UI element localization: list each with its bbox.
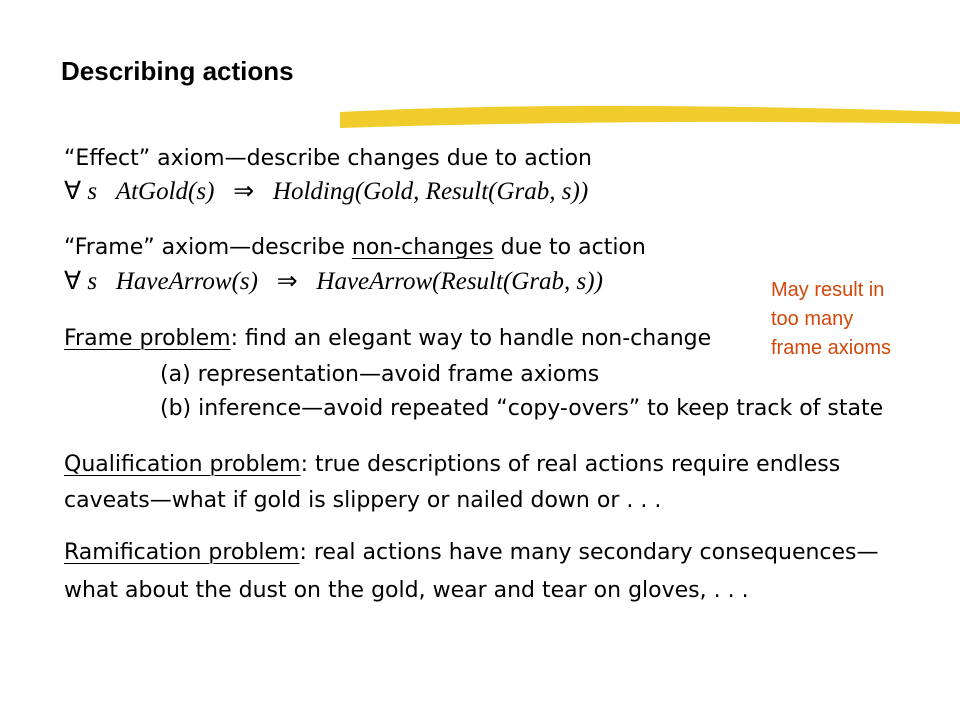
frame-problem-heading: Frame problem: find an elegant way to handle non-change xyxy=(64,326,712,351)
effect-axiom-formula: ∀ s AtGold(s) ⇒ Holding(Gold, Result(Grab, s)) xyxy=(64,178,589,205)
qualification-problem-line2: caveats—what if gold is slippery or nailed down or . . . xyxy=(64,488,662,513)
ramification-problem-heading: Ramification problem: real actions have many secondary consequences— xyxy=(64,540,879,565)
effect-axiom-heading: “Effect” axiom—describe changes due to action xyxy=(64,146,592,171)
frame-problem-item-b: (b) inference—avoid repeated “copy-overs” to keep track of state xyxy=(160,396,884,421)
slide-title: Describing actions xyxy=(61,56,294,86)
frame-problem-item-a: (a) representation—avoid frame axioms xyxy=(160,362,600,387)
ramification-problem-line2: what about the dust on the gold, wear and tear on gloves, . . . xyxy=(64,578,749,603)
title-underline-brush xyxy=(340,98,960,134)
side-note: May result in too many frame axioms xyxy=(771,279,892,359)
frame-axiom-formula: ∀ s HaveArrow(s) ⇒ HaveArrow(Result(Grab, s)) xyxy=(64,268,603,295)
qualification-problem-heading: Qualification problem: true descriptions of real actions require endless xyxy=(64,452,841,477)
frame-axiom-heading: “Frame” axiom—describe non-changes due to action xyxy=(64,235,646,260)
